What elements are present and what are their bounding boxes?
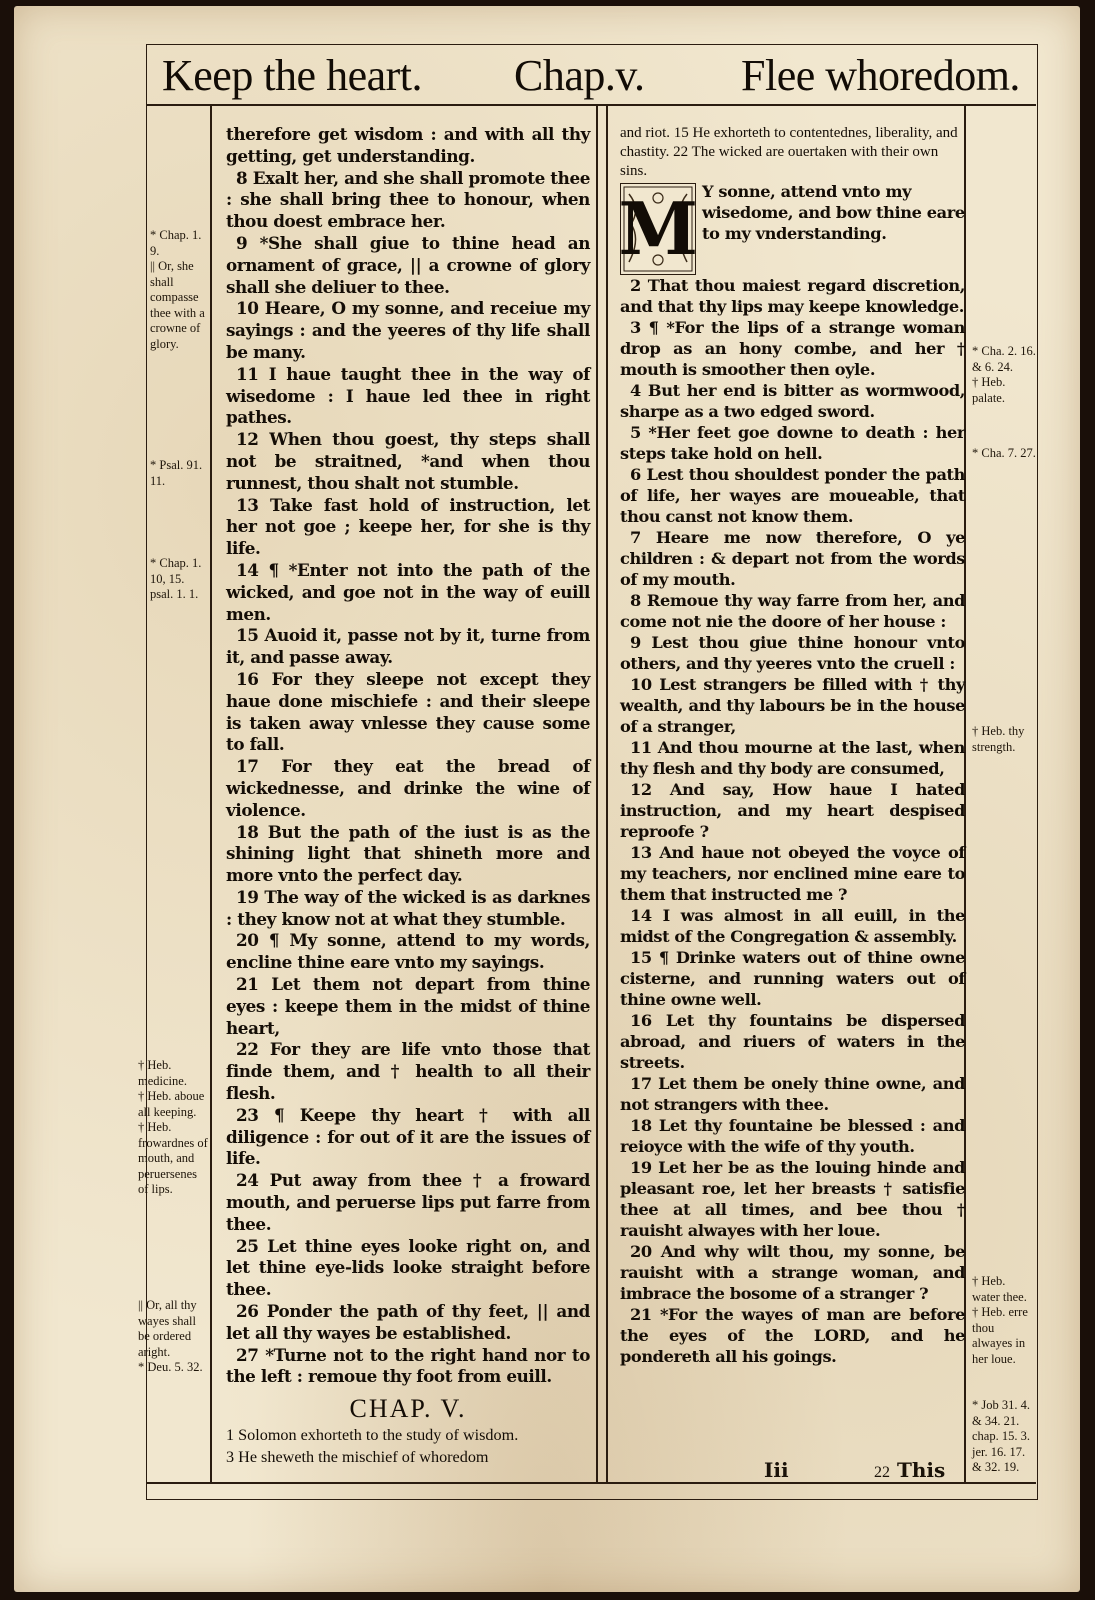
verse: 6 Lest thou shouldest ponder the path of life, her wayes are moueable, that thou canst not know them. (620, 465, 965, 526)
verse: 13 And haue not obeyed the voyce of my teachers, nor enclined mine eare to them that instructed me ? (620, 843, 965, 904)
verse: 14 I was almost in all euill, in the midst of the Congregation & assembly. (620, 906, 965, 946)
margin-note (972, 344, 1036, 406)
verse: 8 Exalt her, and she shall promote thee : she shall bring thee to honour, when thou doest embrace her. (226, 167, 590, 232)
catchword-text: This (896, 1458, 946, 1482)
verse: 27 *Turne not to the right hand nor to the left : remoue thy foot from euill. (226, 1344, 590, 1387)
chapter-heading: CHAP. V. (349, 1394, 467, 1424)
verse: 11 And thou mourne at the last, when thy flesh and thy body are consumed, (620, 738, 965, 778)
verse: 8 Remoue thy way farre from her, and come not nie the doore of her house : (620, 591, 965, 631)
margin-note-text: † Heb. frowardnes of mouth, and peruersenes of lips. (138, 1120, 208, 1196)
verse: 9 *She shall giue to thine head an ornament of grace, || a crowne of glory shall she deliuer to thee. (226, 232, 590, 297)
verse: 20 And why wilt thou, my sonne, be rauisht with a strange woman, and imbrace the bosome of a stranger ? (620, 1242, 965, 1303)
margin-note (150, 556, 208, 603)
margin-note (972, 724, 1036, 755)
catchword-verse-number: 22 (874, 1464, 890, 1481)
margin-note (150, 458, 208, 489)
verse: 19 Let her be as the louing hinde and pleasant roe, let her breasts † satisfie thee at all times, and bee thou † rauisht alwayes with her loue. (620, 1158, 965, 1240)
opening-paragraph (620, 181, 965, 275)
verse: 18 Let thy fountaine be blessed : and reioyce with the wife of thy youth. (620, 1116, 965, 1156)
margin-note (138, 1058, 208, 1198)
verse: 26 Ponder the path of thy feet, || and let all thy wayes be established. (226, 1301, 590, 1343)
verse: 15 Auoid it, passe not by it, turne from it, and passe away. (226, 625, 590, 668)
verse: 19 The way of the wicked is as darknes : they know not at what they stumble. (226, 886, 590, 929)
left-margin-rule (210, 104, 212, 1482)
verse: 22 For they are life vnto those that finde them, and † health to all their flesh. (226, 1039, 590, 1104)
catchword (874, 1458, 945, 1482)
verse: 11 I haue taught thee in the way of wisedome : I haue led thee in right pathes. (226, 363, 590, 428)
margin-note (972, 1274, 1036, 1367)
column-divider-left (596, 104, 598, 1482)
margin-note-text: * Chap. 1. 9. (150, 228, 202, 258)
margin-note-text: * Cha. 2. 16. & 6. 24. (972, 344, 1036, 374)
running-head-right: Flee whoredom. (741, 51, 1020, 100)
verse: 17 Let them be onely thine owne, and not strangers with thee. (620, 1074, 965, 1114)
verse: 14 ¶ *Enter not into the path of the wicked, and goe not in the way of euill men. (226, 559, 590, 624)
verse: 25 Let thine eyes looke right on, and let thine eye-lids looke straight before thee. (226, 1235, 590, 1300)
margin-note-text: || Or, all thy wayes shall be ordered aright. (138, 1298, 197, 1359)
verse: 3 ¶ *For the lips of a strange woman drop as an hony combe, and her † mouth is smoother then oyle. (620, 318, 965, 379)
verse: 5 *Her feet goe downe to death : her steps take hold on hell. (620, 423, 965, 463)
dropcap-letter: M (618, 186, 698, 271)
verse: 21 *For the wayes of man are before the eyes of the LORD, and he pondereth all his goings. (620, 1305, 965, 1366)
margin-note (150, 228, 208, 352)
verse: 9 Lest thou giue thine honour vnto others, and thy yeeres vnto the cruell : (620, 633, 965, 673)
verse: 23 ¶ Keepe thy heart † with all diligence : for out of it are the issues of life. (226, 1104, 590, 1169)
margin-note-text: * Chap. 1. 10, 15. psal. 1. 1. (150, 556, 202, 601)
margin-note-text: † Heb. erre thou alwayes in her loue. (972, 1305, 1028, 1366)
margin-note-text: † Heb. palate. (972, 375, 1006, 405)
margin-note (972, 1398, 1036, 1476)
verse: 10 Heare, O my sonne, and receiue my sayings : and the yeeres of thy life shall be many. (226, 298, 590, 362)
chapter-summary-line: 1 Solomon exhorteth to the study of wisdom. (226, 1426, 519, 1445)
verse: 16 For they sleepe not except they haue done mischiefe : and their sleepe is taken away vnlesse they cause some to fall. (226, 668, 590, 755)
running-head-chapter: Chap.v. (514, 51, 645, 100)
verse: 15 ¶ Drinke waters out of thine owne cisterne, and running waters out of thine owne well. (620, 948, 965, 1009)
margin-note-text: † Heb. water thee. (972, 1274, 1027, 1304)
bible-page (14, 6, 1080, 1592)
margin-note (972, 446, 1036, 462)
margin-note-text: † Heb. medicine. (138, 1058, 187, 1088)
opening-verse: Y sonne, attend vnto my wisedome, and bow thine eare to my vnderstanding. (702, 182, 965, 243)
verse: 12 When thou goest, thy steps shall not be straitned, *and when thou runnest, thou shalt not stumble. (226, 429, 590, 493)
verse: 20 ¶ My sonne, attend to my words, encline thine eare vnto my sayings. (226, 930, 590, 973)
running-head-left: Keep the heart. (162, 51, 423, 100)
verse: 17 For they eat the bread of wickednesse, and drinke the wine of violence. (226, 756, 590, 820)
signature-mark: Iii (764, 1458, 789, 1482)
chapter-summary-line: 3 He sheweth the mischief of whoredom (226, 1448, 489, 1467)
margin-note-text: * Psal. 91. 11. (150, 458, 203, 488)
margin-note (138, 1298, 208, 1376)
margin-note-text: || Or, she shall compasse thee with a crowne of glory. (150, 259, 205, 351)
verse: 2 That thou maiest regard discretion, and that thy lips may keepe knowledge. (620, 276, 965, 316)
verse: 18 But the path of the iust is as the shining light that shineth more and more vnto the perfect day. (226, 821, 590, 886)
margin-note-text: * Job 31. 4. & 34. 21. chap. 15. 3. jer. 16. 17. & 32. 19. (972, 1398, 1030, 1474)
verse: 21 Let them not depart from thine eyes : keepe them in the midst of thine heart, (226, 974, 590, 1038)
margin-note-text: † Heb. thy strength. (972, 724, 1025, 754)
chapter-summary-continued: and riot. 15 He exhorteth to contentednes, liberality, and chastity. 22 The wicked are ouertaken with their own sins. (620, 125, 958, 179)
verse: 7 Heare me now therefore, O ye children : & depart not from the words of my mouth. (620, 528, 965, 589)
left-text-column (226, 124, 590, 1468)
verse: 24 Put away from thee † a froward mouth, and peruerse lips put farre from thee. (226, 1170, 590, 1234)
margin-note-text: * Cha. 7. 27. (972, 446, 1036, 460)
verse: 4 But her end is bitter as wormwood, sharpe as a two edged sword. (620, 381, 965, 421)
verse: 12 And say, How haue I hated instruction, and my heart despised reproofe ? (620, 780, 965, 841)
right-text-column (620, 124, 965, 1367)
verse: 10 Lest strangers be filled with † thy wealth, and thy labours be in the house of a stranger, (620, 675, 965, 736)
verse: 13 Take fast hold of instruction, let her not goe ; keepe her, for she is thy life. (226, 494, 590, 559)
verse: 16 Let thy fountains be dispersed abroad, and riuers of waters in the streets. (620, 1011, 965, 1072)
footer-rule (146, 1482, 1036, 1484)
header-rule (146, 104, 1036, 106)
decorated-initial (620, 183, 696, 275)
margin-note-text: † Heb. aboue all keeping. (138, 1089, 205, 1119)
verse: therefore get wisdom : and with all thy getting, get understanding. (226, 124, 590, 166)
column-divider-right (606, 104, 608, 1482)
margin-note-text: * Deu. 5. 32. (138, 1360, 203, 1374)
